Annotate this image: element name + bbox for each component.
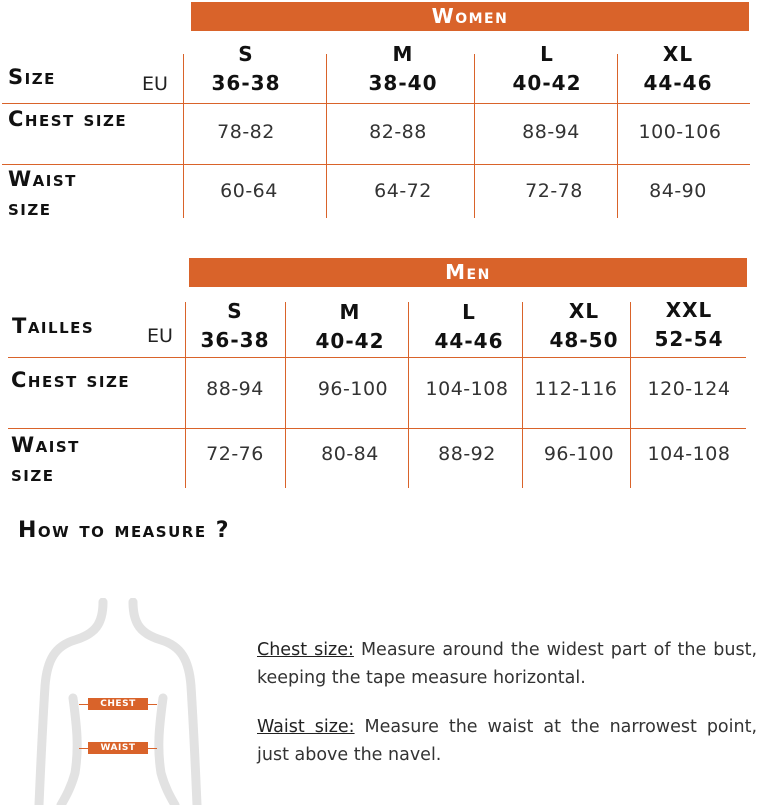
waist-text: Measure the waist at the narrowest point, just above the navel.: [257, 717, 758, 765]
how-to-measure-title: How to measure ?: [18, 518, 230, 543]
men-chest-l: 104-108: [425, 378, 509, 400]
men-col-l: L 44-46: [434, 300, 504, 353]
women-col-divider-2: [474, 54, 475, 218]
chest-instruction: [257, 636, 757, 692]
men-waist-xxl: 104-108: [647, 443, 731, 465]
waist-instruction: [257, 713, 757, 769]
men-col-xl: XL 48-50: [549, 299, 619, 352]
women-size-label: Size: [8, 65, 56, 89]
men-chest-xxl: 120-124: [647, 378, 731, 400]
men-chest-label: Chest size: [11, 368, 131, 392]
women-waist-label: Waist size: [8, 167, 77, 220]
waist-term: Waist size:: [257, 717, 355, 737]
chest-term: Chest size:: [257, 640, 354, 660]
men-banner: Men: [189, 258, 747, 287]
women-waist-xl: 84-90: [649, 180, 707, 202]
men-chest-s: 88-94: [206, 378, 264, 400]
men-waist-label: Waist size: [11, 433, 80, 486]
women-banner: Women: [191, 2, 749, 31]
women-col-divider-0: [183, 54, 184, 218]
women-chest-xl: 100-106: [638, 121, 722, 143]
men-row-divider-1: [8, 357, 746, 358]
women-col-s: S 36-38: [211, 42, 281, 95]
women-col-l: L 40-42: [512, 42, 582, 95]
men-chest-m: 96-100: [317, 378, 389, 400]
men-waist-l: 88-92: [438, 443, 496, 465]
men-size-label: Tailles: [12, 314, 95, 338]
men-waist-xl: 96-100: [543, 443, 615, 465]
waist-tag: WAIST: [88, 742, 148, 754]
men-chest-xl: 112-116: [534, 378, 618, 400]
women-col-xl: XL 44-46: [643, 42, 713, 95]
men-eu-label: EU: [147, 325, 173, 347]
men-col-divider-1: [285, 302, 286, 488]
men-waist-s: 72-76: [206, 443, 264, 465]
women-row-divider-1: [2, 103, 750, 104]
women-col-m: M 38-40: [368, 42, 438, 95]
men-row-divider-2: [8, 428, 746, 429]
women-waist-s: 60-64: [220, 180, 278, 202]
women-chest-label: Chest size: [8, 107, 128, 131]
women-chest-s: 78-82: [217, 121, 275, 143]
women-chest-l: 88-94: [522, 121, 580, 143]
men-col-xxl: XXL 52-54: [654, 298, 724, 351]
women-waist-l: 72-78: [525, 180, 583, 202]
men-waist-m: 80-84: [321, 443, 379, 465]
men-col-s: S 36-38: [200, 299, 270, 352]
women-chest-m: 82-88: [369, 121, 427, 143]
chest-tag: CHEST: [88, 698, 148, 710]
men-col-m: M 40-42: [315, 300, 385, 353]
chest-text: Measure around the widest part of the bust, keeping the tape measure horizontal.: [257, 640, 758, 688]
women-waist-m: 64-72: [374, 180, 432, 202]
women-eu-label: EU: [142, 73, 168, 95]
